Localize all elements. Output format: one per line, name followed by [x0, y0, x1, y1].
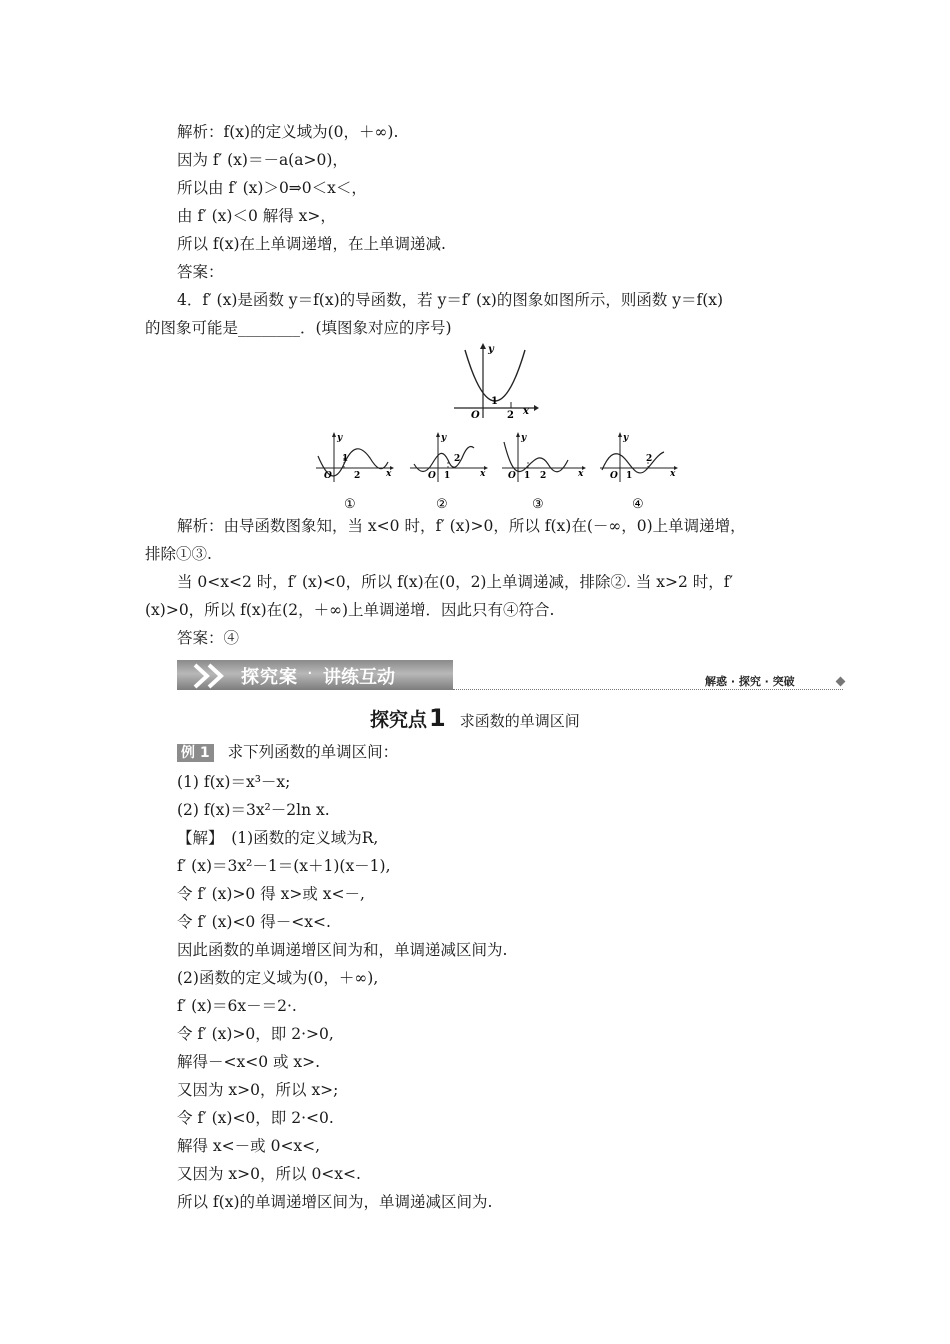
main-one-label: 1 — [491, 396, 498, 407]
solution-line-12: 又因为 x>0，所以 x>; — [177, 1081, 339, 1099]
banner-dotted-rule — [453, 689, 843, 690]
section-number: 1 — [429, 704, 446, 732]
section-label: 探究点 — [370, 709, 428, 731]
q4-analysis-line-3: 当 0<x<2 时，f′ (x)<0，所以 f(x)在(0，2)上单调递减，排除②. 当 x>2 时，f′ — [177, 573, 734, 591]
main-y-label: y — [488, 344, 494, 355]
option-3-label: ③ — [532, 497, 544, 512]
option-3-x-label: x — [578, 469, 584, 479]
option-4-y-label: y — [623, 433, 629, 443]
option-2-label: ② — [436, 497, 448, 512]
example-badge: 例 1 — [177, 744, 214, 762]
monotonic-conclusion-line: 所以 f(x)在上单调递增，在上单调递减. — [177, 235, 446, 253]
solution-line-7: 因此函数的单调递增区间为和，单调递减区间为. — [177, 941, 508, 959]
main-two-label: 2 — [507, 410, 514, 420]
option-4-two-label: 2 — [646, 454, 653, 464]
example-prompt: 求下列函数的单调区间： — [227, 743, 399, 761]
option-3-two-label: 2 — [540, 471, 547, 481]
solution-line-1: (1) f(x)＝x³－x; — [177, 773, 291, 791]
option-1-two-label: 2 — [354, 471, 361, 481]
solution-line-13: 令 f′ (x)<0，即 2·<0. — [177, 1109, 334, 1127]
option-2-x-label: x — [480, 469, 486, 479]
solution-line-8: (2)函数的定义域为(0，＋∞), — [177, 969, 379, 987]
option-3-graph — [502, 432, 586, 512]
q4-analysis-line-4: (x)>0，所以 f(x)在(2，＋∞)上单调递增．因此只有④符合. — [145, 601, 555, 619]
option-1-x-label: x — [386, 469, 392, 479]
solution-line-3: 【解】 (1)函数的定义域为R, — [177, 829, 379, 847]
option-3-y-label: y — [521, 433, 527, 443]
banner-dot: · — [307, 663, 313, 684]
question-4-line-2: 的图象可能是________．(填图象对应的序号) — [145, 319, 452, 337]
solution-line-11: 解得－<x<0 或 x>. — [177, 1053, 321, 1071]
banner-subtitle: 讲练互动 — [323, 667, 395, 688]
question-4-line-1: 4．f′ (x)是函数 y＝f(x)的导函数，若 y＝f′ (x)的图象如图所示，则函数 y＝f(x) — [177, 291, 724, 309]
option-3-one-label: 1 — [524, 471, 531, 481]
solution-line-9: f′ (x)＝6x－＝2·. — [177, 997, 297, 1015]
double-chevron-icon — [191, 663, 235, 689]
option-4-x-label: x — [670, 469, 676, 479]
banner-title: 探究案 — [241, 667, 298, 688]
option-2-one-label: 1 — [444, 471, 451, 481]
option-4-origin-label: O — [610, 471, 618, 481]
option-4-label: ④ — [632, 497, 644, 512]
solution-line-16: 所以 f(x)的单调递增区间为，单调递减区间为. — [177, 1193, 493, 1211]
analysis-domain-line: 解析：f(x)的定义域为(0，＋∞). — [177, 123, 399, 141]
diamond-icon — [836, 677, 846, 687]
solution-line-4: f′ (x)＝3x²－1＝(x＋1)(x－1), — [177, 857, 391, 875]
main-x-label: x — [523, 406, 529, 417]
answer-label-line: 答案： — [177, 263, 224, 281]
solution-line-15: 又因为 x>0，所以 0<x<. — [177, 1165, 361, 1183]
option-1-label: ① — [344, 497, 356, 512]
positive-derivative-line: 所以由 f′ (x)＞0⇒0＜x＜， — [177, 179, 367, 197]
negative-derivative-line: 由 f′ (x)＜0 解得 x>， — [177, 207, 336, 225]
option-graphs — [312, 430, 678, 518]
section-banner — [177, 660, 849, 692]
q4-analysis-line-2: 排除①③. — [145, 545, 212, 563]
option-1-origin-label: O — [324, 471, 332, 481]
solution-line-2: (2) f(x)＝3x²－2ln x. — [177, 801, 330, 819]
solution-line-6: 令 f′ (x)<0 得－<x<. — [177, 913, 331, 931]
example-1-header — [177, 742, 398, 762]
q4-analysis-line-1: 解析：由导函数图象知，当 x<0 时，f′ (x)>0，所以 f(x)在(－∞，0)上单调递增， — [177, 517, 746, 535]
option-1-graph — [316, 432, 394, 512]
section-subtitle: 求函数的单调区间 — [459, 712, 580, 730]
derivative-graph — [450, 342, 540, 424]
option-4-graph — [600, 432, 678, 512]
option-1-y-label: y — [337, 433, 343, 443]
option-4-one-label: 1 — [626, 471, 633, 481]
option-2-y-label: y — [441, 433, 447, 443]
q4-answer-line: 答案：④ — [177, 629, 240, 647]
option-3-origin-label: O — [508, 471, 516, 481]
option-1-one-label: 1 — [342, 454, 349, 464]
main-origin-label: O — [471, 410, 480, 420]
solution-line-5: 令 f′ (x)>0 得 x>或 x<－, — [177, 885, 365, 903]
option-2-two-label: 2 — [454, 454, 461, 464]
solution-line-14: 解得 x<－或 0<x<, — [177, 1137, 321, 1155]
derivative-line: 因为 f′ (x)＝－a(a>0)， — [177, 151, 348, 169]
option-2-graph — [410, 432, 488, 512]
solution-line-10: 令 f′ (x)>0，即 2·>0, — [177, 1025, 334, 1043]
banner-tagline: 解惑 · 探究 · 突破 — [705, 675, 795, 688]
option-2-origin-label: O — [428, 471, 436, 481]
section-heading — [370, 704, 580, 732]
